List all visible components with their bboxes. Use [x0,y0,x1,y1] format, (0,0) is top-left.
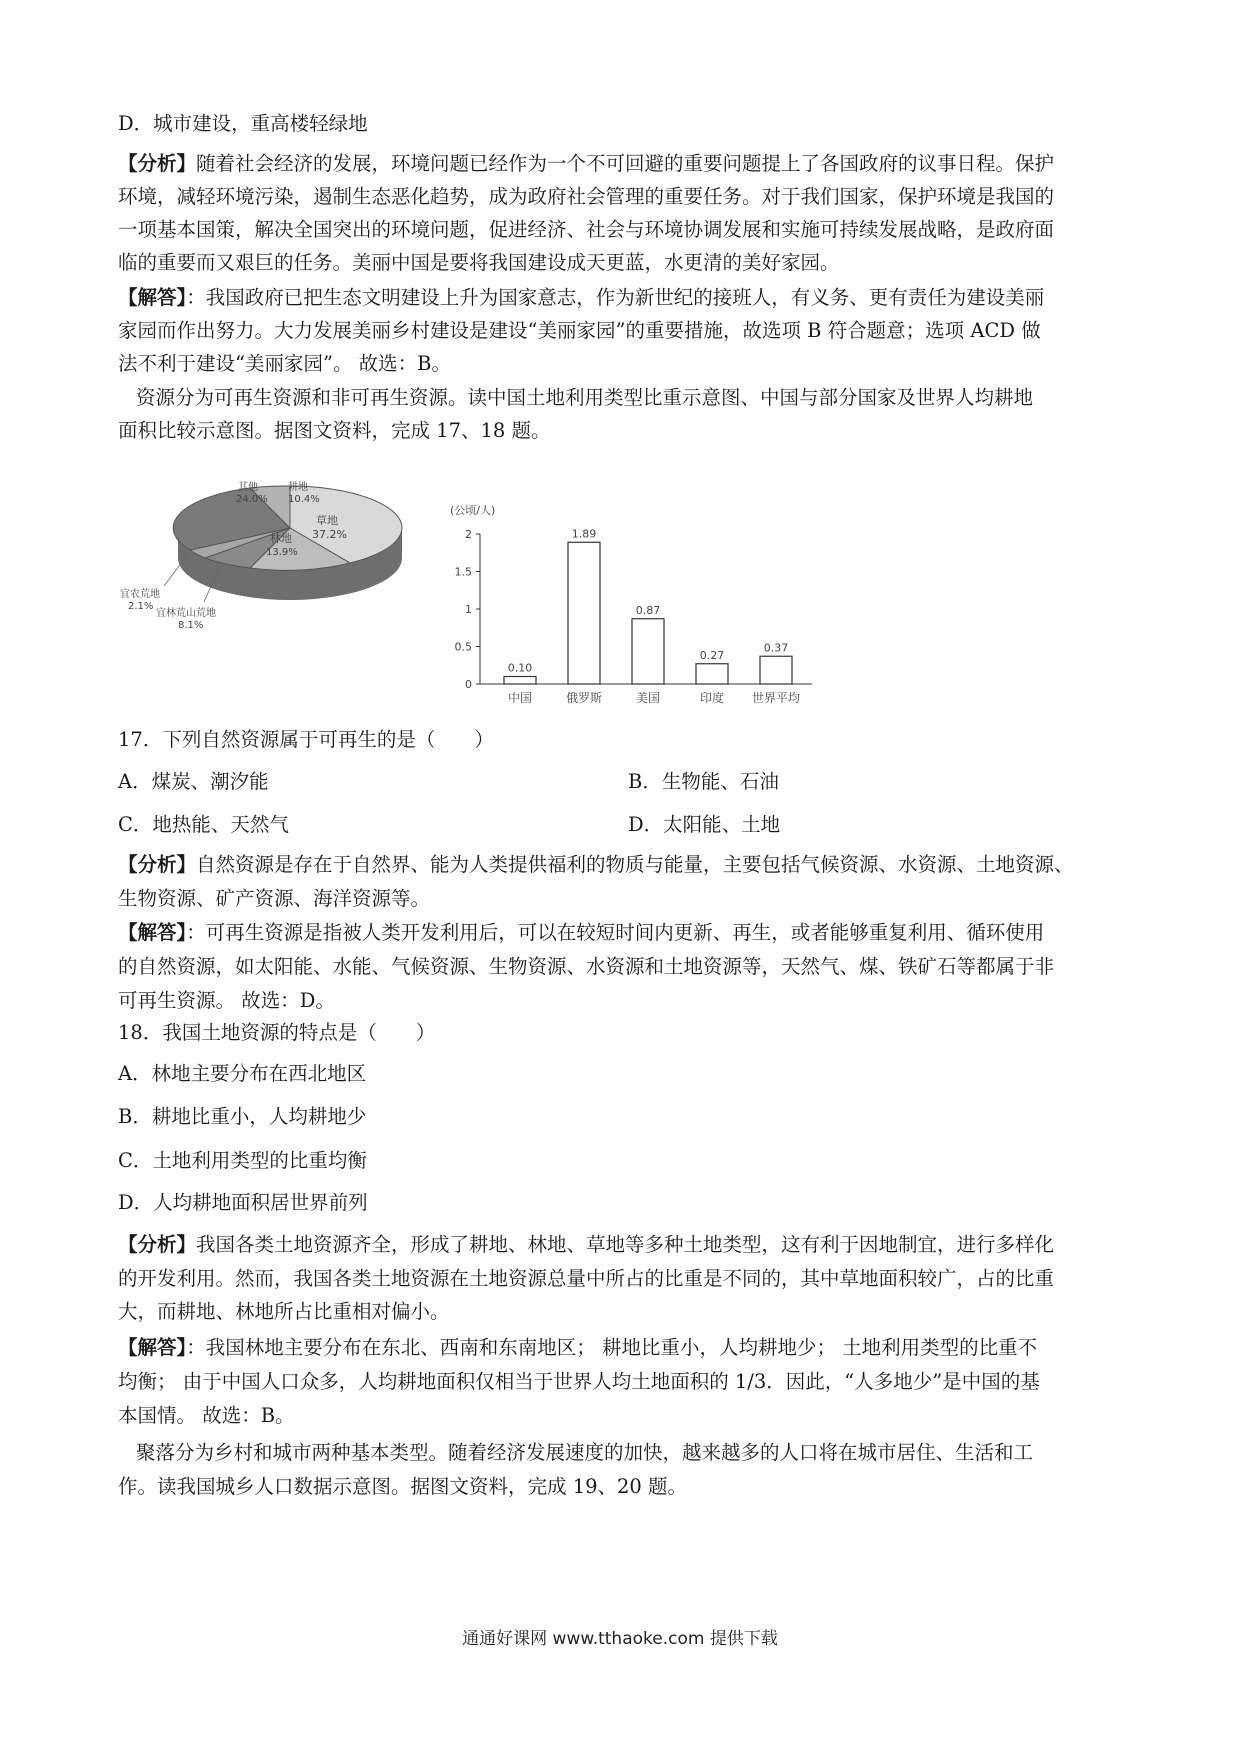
bar-value-label: 0.87 [635,603,661,617]
q18-option-c: C．土地利用类型的比重均衡 [118,1149,367,1172]
q17-option-a: A．煤炭、潮汐能 [118,770,269,793]
x-tick-label: 印度 [699,691,725,705]
q17-option-c: C．地热能、天然气 [118,813,289,836]
intro-17-18-line-1: 资源分为可再生资源和非可再生资源。读中国土地利用类型比重示意图、中国与部分国家及世界人均耕地 [136,386,1034,409]
bar-0 [504,677,536,685]
land-use-pie-chart [120,458,410,658]
analysis-label: 【分析】 [118,853,197,876]
bar-value-label: 0.27 [699,648,725,662]
q16-answer-line-1: 【解答】：我国政府已把生态文明建设上升为国家意志，作为新世纪的接班人，有义务、更有责任为建设美丽 [118,286,1045,309]
intro-19-20-line-1: 聚落分为乡村和城市两种基本类型。随着经济发展速度的加快，越来越多的人口将在城市居住、生活和工 [136,1441,1034,1464]
q17-option-b: B．生物能、石油 [628,770,779,793]
q16-analysis-line-4: 临的重要而又艰巨的任务。美丽中国是要将我国建设成天更蓝，水更清的美好家园。 [118,251,840,274]
x-tick-label: 中国 [507,691,533,705]
q18-analysis-line-3: 大，而耕地、林地所占比重相对偏小。 [118,1300,450,1323]
y-tick-label: 0.5 [454,640,472,654]
pie-value-wasteland: 2.1% [128,601,154,612]
y-tick-label: 1 [465,603,472,616]
bar-value-label: 0.10 [507,661,533,675]
q18-option-b: B．耕地比重小，人均耕地少 [118,1105,367,1128]
y-tick-label: 2 [465,528,472,541]
q17-answer-line-1: 【解答】：可再生资源是指被人类开发利用后，可以在较短时间内更新、再生，或者能够重复利用、循环使用 [118,921,1045,944]
pie-label-forest: 林地 [270,532,292,545]
pie-label-cropland: 耕地 [288,482,308,493]
answer-label: 【解答】 [118,921,187,944]
q18-answer-line-3: 本国情。 故选：B。 [118,1404,295,1427]
q17-analysis-line-2: 生物资源、矿产资源、海洋资源等。 [118,887,431,910]
analysis-label: 【分析】 [118,1233,197,1256]
q16-option-d: D．城市建设，重高楼轻绿地 [118,112,368,135]
bar-3 [696,664,728,684]
y-tick-label: 1.5 [454,565,472,579]
q18-stem: 18．我国土地资源的特点是（ ） [118,1021,436,1044]
bar-value-label: 1.89 [571,527,597,541]
per-capita-cropland-bar-chart [440,498,820,716]
q16-analysis-line-1: 【分析】随着社会经济的发展，环境问题已经作为一个不可回避的重要问题提上了各国政府的议事日程。保护 [118,152,1055,175]
q18-analysis-line-2: 的开发利用。然而，我国各类土地资源在土地资源总量中所占的比重是不同的，其中草地面积较广，占的比重 [118,1267,1055,1290]
analysis-label: 【分析】 [118,152,197,175]
q17-option-d: D．太阳能、土地 [628,813,781,836]
x-tick-label: 世界平均 [751,691,801,705]
q16-answer-line-2: 家园而作出努力。大力发展美丽乡村建设是建设“美丽家园”的重要措施，故选项 B 符合题意；选项 ACD 做 [118,319,1041,342]
q17-analysis-line-1: 【分析】自然资源是存在于自然界、能为人类提供福利的物质与能量，主要包括气候资源、水资源、土地资源、 [118,853,1074,876]
q18-analysis-line-1: 【分析】我国各类土地资源齐全，形成了耕地、林地、草地等多种土地类型，这有利于因地制宜，进行多样化 [118,1233,1055,1256]
pie-value-barren-hill: 8.1% [178,620,204,631]
page-footer: 通通好课网 www.tthaoke.com 提供下载 [462,1629,778,1649]
bar-1 [568,542,600,684]
pie-label-other: 其他 [238,482,258,493]
q17-answer-line-2: 的自然资源，如太阳能、水能、气候资源、生物资源、水资源和土地资源等，天然气、煤、铁矿石等都属于非 [118,955,1055,978]
pie-label-grassland: 草地 [316,514,338,527]
bar-value-label: 0.37 [763,641,789,655]
pie-value-grassland: 37.2% [312,528,347,541]
q16-answer-line-3: 法不利于建设“美丽家园”。 故选：B。 [118,352,451,375]
bar-4 [760,656,792,684]
bar-2 [632,619,664,684]
intro-17-18-line-2: 面积比较示意图。据图文资料，完成 17、18 题。 [118,419,551,442]
answer-label: 【解答】 [118,286,187,309]
q16-analysis-line-2: 环境，减轻环境污染，遏制生态恶化趋势，成为政府社会管理的重要任务。对于我们国家，保护环境是我国的 [118,185,1055,208]
bar-chart-bars [504,527,800,705]
q18-answer-line-2: 均衡； 由于中国人口众多，人均耕地面积仅相当于世界人均土地面积的 1/3．因此，“人多地少”是中国的基 [118,1370,1040,1393]
bar-chart-ylabel: (公顷/人) [450,504,496,517]
pie-label-barren-hill: 宜林荒山荒地 [156,608,216,619]
q17-stem: 17．下列自然资源属于可再生的是（ ） [118,728,494,751]
q18-option-d: D．人均耕地面积居世界前列 [118,1191,368,1214]
y-tick-label: 0 [465,678,472,691]
q17-answer-line-3: 可再生资源。 故选：D。 [118,989,335,1012]
pie-value-cropland: 10.4% [288,494,320,505]
answer-label: 【解答】 [118,1336,187,1359]
bar-chart-yticks [455,528,481,691]
pie-value-other: 24.0% [236,494,268,505]
q18-option-a: A．林地主要分布在西北地区 [118,1062,367,1085]
x-tick-label: 美国 [635,691,661,705]
x-tick-label: 俄罗斯 [565,691,603,705]
q18-answer-line-1: 【解答】：我国林地主要分布在东北、西南和东南地区； 耕地比重小，人均耕地少； 土地利用类型的比重不 [118,1336,1038,1359]
pie-value-forest: 13.9% [266,547,298,558]
intro-19-20-line-2: 作。读我国城乡人口数据示意图。据图文资料，完成 19、20 题。 [118,1475,688,1498]
q16-analysis-line-3: 一项基本国策，解决全国突出的环境问题，促进经济、社会与环境协调发展和实施可持续发展战略，是政府面 [118,218,1055,241]
pie-label-wasteland: 宜农荒地 [120,589,160,600]
